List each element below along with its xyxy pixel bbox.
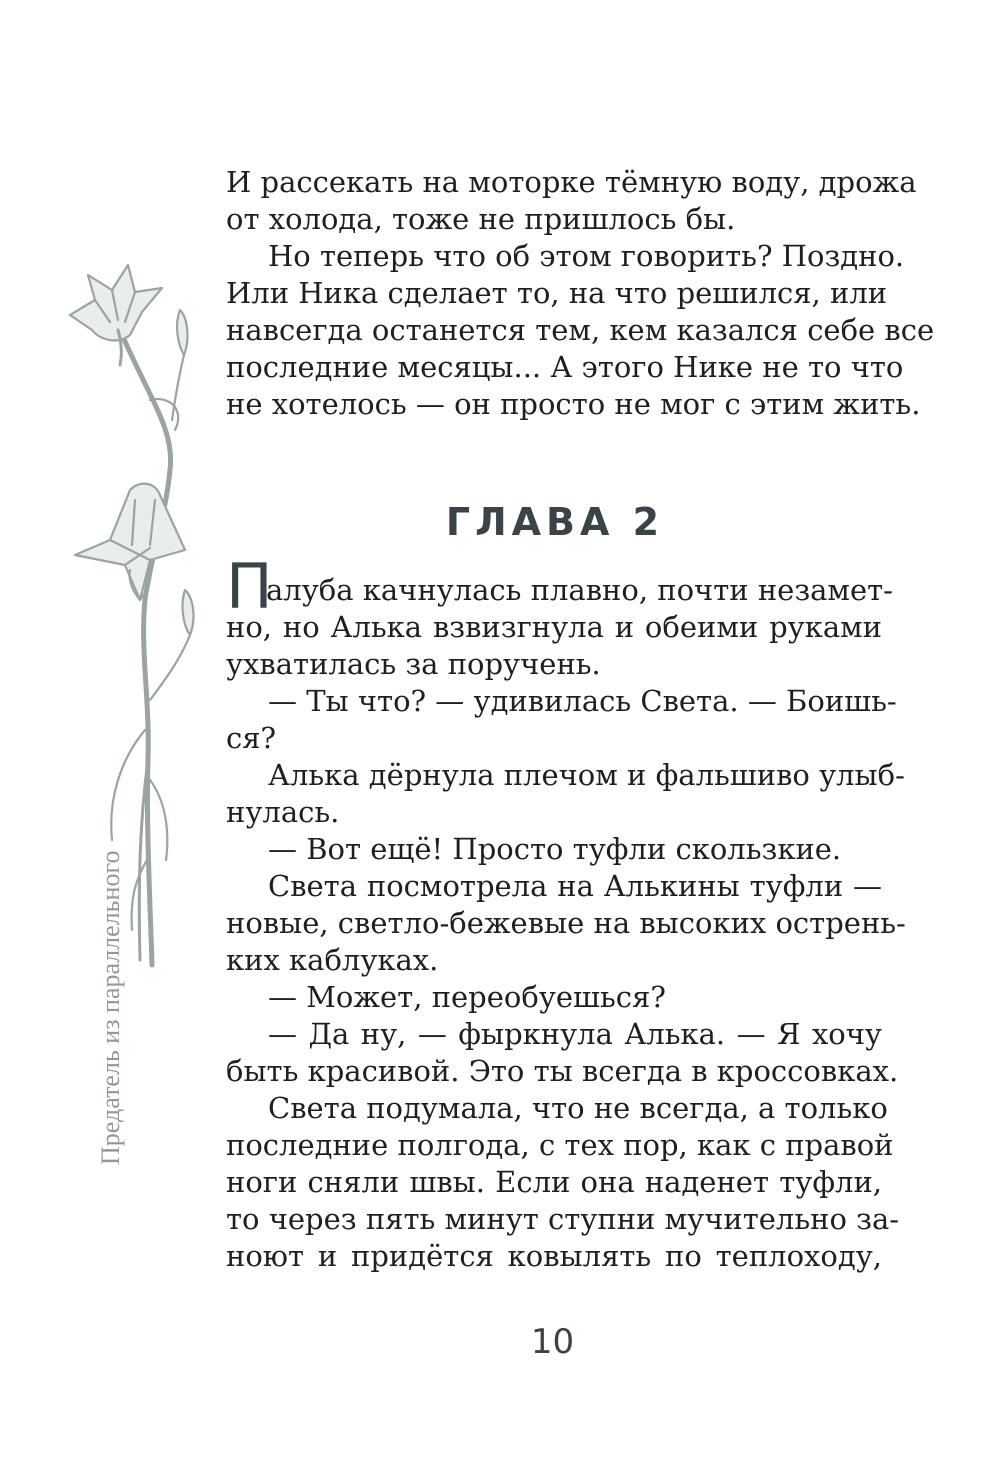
text-line: ухватилась за поручень. bbox=[226, 647, 601, 681]
text-line: последние месяцы... А этого Нике не то что bbox=[226, 350, 904, 384]
text-line: ся? bbox=[226, 721, 277, 755]
text-line: то через пять минут ступни мучительно за- bbox=[226, 1202, 900, 1236]
text-line: — Может, переобуешься? bbox=[268, 980, 666, 1014]
top-bud bbox=[177, 310, 187, 355]
text-line: ноги сняли швы. Если она наденет туфли, bbox=[226, 1165, 882, 1199]
text-line: Света посмотрела на Алькины туфли — bbox=[268, 869, 882, 903]
text-line: Но теперь что об этом говорить? Поздно. bbox=[268, 239, 905, 273]
intro-paragraphs bbox=[226, 164, 935, 423]
text-line: — Ты что? — удивилась Света. — Боишь- bbox=[268, 684, 897, 718]
text-line: Алька дёрнула плечом и фальшиво улыб- bbox=[268, 758, 905, 792]
page-number: 10 bbox=[530, 1322, 575, 1362]
lower-bud bbox=[183, 590, 194, 635]
text-line: Или Ника сделает то, на что решился, или bbox=[226, 276, 888, 310]
text-line: ких каблуках. bbox=[226, 943, 439, 977]
text-line: не хотелось — он просто не мог с этим жить. bbox=[226, 387, 921, 421]
text-line: но, но Алька взвизгнула и обеими руками bbox=[226, 610, 882, 644]
text-line: ноют и придётся ковылять по теплоходу, bbox=[226, 1239, 882, 1273]
chapter-paragraphs bbox=[226, 572, 906, 1275]
text-line: — Вот ещё! Просто туфли скользкие. bbox=[268, 832, 842, 866]
lower-leaf bbox=[111, 730, 145, 840]
text-line: нулась. bbox=[226, 795, 340, 829]
top-bell-flower bbox=[70, 265, 162, 340]
drop-cap: П bbox=[226, 550, 273, 623]
text-line: Света подумала, что не всегда, а только bbox=[268, 1091, 888, 1125]
text-line: — Да ну, — фыркнула Алька. — Я хочу bbox=[268, 1017, 882, 1051]
text-line: И рассекать на моторке тёмную воду, дрожа bbox=[226, 165, 917, 199]
book-title-vertical: Предатель из параллельного bbox=[96, 850, 125, 1165]
text-line: последние полгода, с тех пор, как с правой bbox=[226, 1128, 894, 1162]
text-line: быть красивой. Это ты всегда в кроссовках. bbox=[226, 1054, 899, 1088]
flower-stem bbox=[120, 330, 171, 965]
text-line: новые, светло-бежевые на высоких острень- bbox=[226, 906, 906, 940]
text-line: от холода, тоже не пришлось бы. bbox=[226, 202, 736, 236]
chapter-title: ГЛАВА 2 bbox=[445, 500, 665, 544]
text-line: навсегда останется тем, кем казался себе все bbox=[226, 313, 935, 347]
text-line: алуба качнулась плавно, почти незамет- bbox=[266, 573, 893, 607]
